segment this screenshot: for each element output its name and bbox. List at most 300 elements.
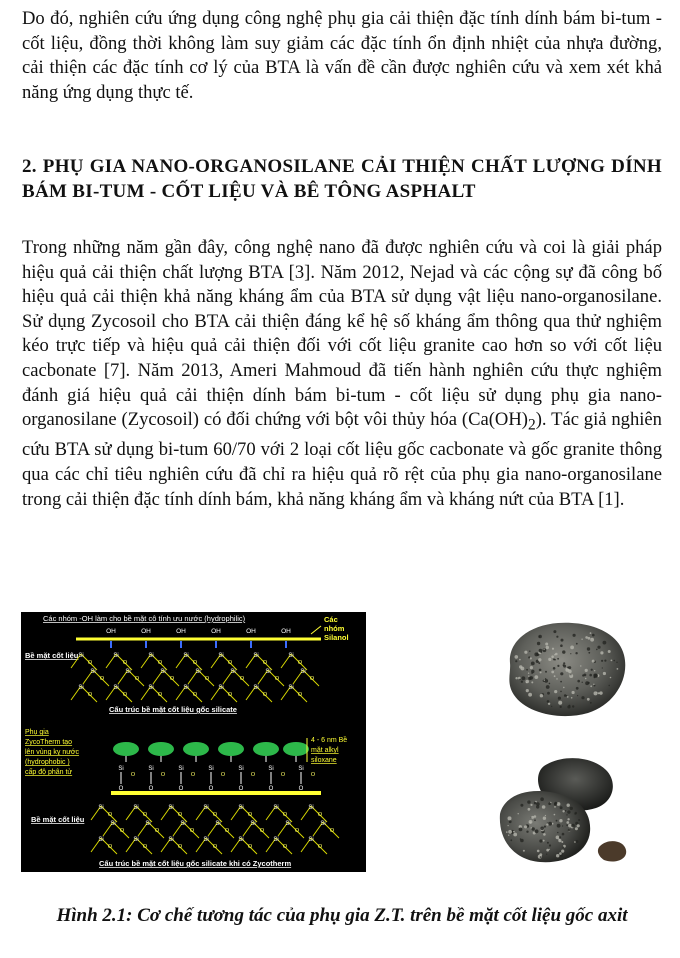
oxygen-atom: O [259,828,265,834]
rock-speckle [506,831,508,833]
alkyl-group [253,742,279,756]
silicon-atom: Si [215,821,221,827]
oxygen-atom: O [130,772,136,778]
rock-speckle [577,695,578,696]
rock-speckle [535,829,539,833]
silicon-atom: Si [180,821,186,827]
rock-speckle [561,841,563,843]
rock-speckle [560,706,562,708]
rock-speckle [534,652,538,656]
silicon-atom: Si [98,837,104,843]
rock-speckle [549,683,551,685]
rock-speckle [552,648,554,650]
oxygen-atom: O [250,772,256,778]
rock-speckle [540,671,542,673]
rock-speckle [604,660,606,662]
rock-speckle [528,693,532,697]
oxygen-atom: O [262,660,268,666]
rock-speckle [553,658,555,660]
rock-speckle [529,651,530,652]
rock-speckle [611,660,613,662]
oxygen-atom: O [169,676,175,682]
silicon-atom: Si [218,685,224,691]
rock-speckle [603,672,606,675]
oxygen-atom: O [148,786,154,792]
silicon-atom: Si [118,766,124,772]
rock-speckle [526,682,527,683]
oxygen-atom: O [87,692,93,698]
rock-speckle [546,685,550,689]
rock-speckle [543,817,546,820]
rock-speckle [608,650,611,653]
rock-speckle [599,691,602,694]
rock-speckle [563,687,565,689]
rock-speckle [590,638,594,642]
silicon-atom: Si [148,685,154,691]
rock-speckle [600,651,603,654]
oh-group: OH [141,628,151,635]
rock-speckle [526,669,528,671]
rock-speckle [591,669,593,671]
rock-speckle [519,679,520,680]
silicon-atom: Si [203,805,209,811]
rock-speckle [540,694,543,697]
rock-speckle [537,642,540,645]
silicon-atom: Si [145,821,151,827]
oxygen-atom: O [87,660,93,666]
silicon-atom: Si [273,837,279,843]
silicon-atom: Si [300,669,306,675]
rock-speckle [557,832,558,833]
rock-speckle [568,670,572,674]
rock-speckle [540,827,544,831]
rock-speckle [532,827,535,830]
rock-speckle [546,854,547,855]
rock-speckle [554,806,556,808]
alkyl-group [183,742,209,756]
silicon-atom: Si [238,805,244,811]
silanol-label-1: Các [324,615,338,624]
rock-speckle [597,646,600,649]
rock-speckle [553,667,556,670]
rock-speckle [570,646,574,650]
silicon-atom: Si [133,837,139,843]
silicon-atom: Si [298,766,304,772]
rock-speckle [585,681,589,685]
silicate-lattice-top [71,653,319,702]
silicon-atom: Si [90,669,96,675]
rock-speckle [546,646,549,649]
rock-speckle [530,666,533,669]
rock-speckle [554,675,556,677]
paragraph-nano-organosilane [22,236,662,512]
rock-speckle [587,698,590,701]
alkyl-label-1: 4 - 6 nm Bề [311,737,348,744]
rock-speckle [549,844,551,846]
rock-speckle [544,680,545,681]
silicon-atom: Si [273,805,279,811]
paragraph-text-part-2: ). Tác giả nghiên cứu BTA sử dụng bi-tum 60/70 với 2 loại cốt liệu gốc cacbonate và gốc granite thông qua các chỉ tiêu nghiên cứu đã chỉ ra hiệu quả rõ rệt của phụ gia nano-organosilane trong cải thiện đặc tính dính bám, khả năng kháng ẩm và kháng nứt của BTA [1]. [22,409,662,510]
rock-speckle [571,697,573,699]
rock-speckle [582,682,583,683]
rock-speckle [571,824,575,828]
rock-speckle [538,662,540,664]
rock-speckle [594,691,598,695]
rock-speckle [528,677,531,680]
rock-speckle [559,836,561,838]
rock-speckle [602,667,603,668]
oxygen-atom: O [329,828,335,834]
rock-speckle [540,856,542,858]
rock-speckle [537,850,540,853]
silicon-atom: Si [320,821,326,827]
alkyl-group [283,742,309,756]
rock-speckle [559,852,562,855]
rock-speckle [585,678,587,680]
rock-speckle [553,630,556,633]
rock-speckle [568,666,571,669]
rock-speckle [567,810,570,813]
rock-speckle [539,839,542,842]
rock-speckle [547,700,550,703]
silicon-atom: Si [78,685,84,691]
oxygen-atom: O [142,812,148,818]
oxygen-atom: O [282,812,288,818]
silicon-atom: Si [308,805,314,811]
rock-speckle [543,840,545,842]
oxygen-atom: O [262,692,268,698]
rock-speckle [523,850,525,852]
rock-speckle [566,824,568,826]
rock-speckle [531,662,535,666]
silicate-lattice-bottom [91,805,339,854]
rock-speckle [556,636,558,638]
mechanism-diagram [21,612,366,872]
oxygen-atom: O [220,772,226,778]
rock-speckle [560,691,562,693]
rock-speckle [581,639,582,640]
silicon-atom: Si [253,685,259,691]
rock-speckle [558,839,560,841]
silicon-atom: Si [208,766,214,772]
rock-speckle [556,820,558,822]
oxygen-atom: O [190,772,196,778]
silicon-atom: Si [238,766,244,772]
rock-speckle [547,692,550,695]
aggregate-photo-bottom [496,752,646,867]
rock-speckle [596,649,598,651]
rock-speckle [547,842,549,844]
rock-speckle [587,647,590,650]
rock-speckle [524,825,527,828]
rock-speckle [528,675,529,676]
rock-speckle [567,705,570,708]
oxygen-atom: O [99,676,105,682]
oxygen-atom: O [280,772,286,778]
oxygen-atom: O [177,812,183,818]
rock-speckle [546,823,548,825]
oxygen-atom: O [178,786,184,792]
silanol-arrow [311,626,321,634]
rock-speckle [567,818,569,820]
oh-group: OH [176,628,186,635]
rock-speckle [534,802,537,805]
rock-speckle [531,672,533,674]
rock-speckle [575,827,578,830]
oxygen-atom: O [274,676,280,682]
alkyl-label-3: siloxane [311,757,337,764]
rock-speckle [558,697,561,700]
rock-speckle [560,672,563,675]
rock-speckle [609,685,610,686]
rock-speckle [534,675,538,679]
silicon-atom: Si [230,669,236,675]
rock-speckle [521,681,523,683]
rock-speckle [527,800,530,803]
oxygen-atom: O [268,786,274,792]
oxygen-atom: O [212,812,218,818]
silicate-structure-label: Cấu trúc bề mặt cốt liệu gốc silicate [109,705,237,714]
figure-caption: Hình 2.1: Cơ chế tương tác của phụ gia Z.T. trên bề mặt cốt liệu gốc axit [56,905,628,926]
silicon-atom: Si [168,837,174,843]
rock-speckle [565,810,567,812]
rock-speckle [556,836,560,840]
rock-speckle [593,684,594,685]
oxygen-atom: O [204,676,210,682]
rock-speckle [577,824,580,827]
rock-speckle [549,849,550,850]
rock-speckle [509,820,512,823]
rock-speckle [548,822,552,826]
rock-speckle [563,665,566,668]
rock-speckle [519,665,522,668]
paragraph-text-part-1: Trong những năm gần đây, công nghệ nano đã được nghiên cứu và coi là giải pháp hiệu quả cải thiện chất lượng BTA [3]. Năm 2012, Nejad và các cộng sự đã công bố hiệu quả cải thiện khả năng kháng ẩm của BTA sử dụng vật liệu nano-organosilane. Sử dụng Zycosoil cho BTA cải thiện đáng kể hệ số kháng ẩm thông qua thử nghiệm kéo trực tiếp và hiệu quả cải thiện đối với cốt liệu granite cao hơn so với cốt liệu cacbonate [7]. Năm 2013, Ameri Mahmoud đã tiến hành nghiên cứu thực nghiệm đánh giá hiệu quả cải thiện dính bám bi-tum - cốt liệu sử dụng phụ gia nano-organosilane (Zycosoil) có đối chứng với bột vôi thủy hóa (Ca(OH) [22,237,662,431]
oxygen-atom: O [227,692,233,698]
rock-speckle [551,655,554,658]
rock-speckle [572,705,574,707]
silicon-atom: Si [183,653,189,659]
oxygen-atom: O [208,786,214,792]
additive-label-2: ZycoTherm tạo [25,739,73,746]
rock-speckle [520,804,523,807]
siloxane-bond-row [118,766,316,792]
rock-speckle [515,677,517,679]
oxygen-atom: O [310,772,316,778]
rock-speckle [548,802,551,805]
rock-speckle [584,674,587,677]
mechanism-diagram-svg [21,612,366,872]
rock-speckle [563,847,564,848]
rock-speckle [590,685,592,687]
rock-speckle [601,660,603,662]
rock-speckle [570,674,571,675]
rock-speckle [526,831,528,833]
oxygen-atom: O [317,812,323,818]
oxygen-atom: O [189,828,195,834]
rock-speckle [570,653,571,654]
silicate-zycotherm-label: Cấu trúc bề mặt cốt liệu gốc silicate khi có Zycotherm [99,859,292,868]
rock-speckle [590,632,592,634]
rock-speckle [554,690,557,693]
oxygen-atom: O [107,844,113,850]
rock-speckle [560,806,563,809]
rock-speckle [530,657,532,659]
rock-speckle [559,819,562,822]
rock-speckle [566,821,569,824]
oxygen-atom: O [224,828,230,834]
rock-speckle [594,670,595,671]
rock-speckle [557,665,559,667]
rock-speckle [518,813,519,814]
rock-speckle [530,804,532,806]
alkyl-group [148,742,174,756]
rock-speckle [508,835,509,836]
rock-speckle [515,660,517,662]
silicon-atom: Si [308,837,314,843]
silicon-atom: Si [113,653,119,659]
rock-speckle [510,839,512,841]
rock-speckle [554,814,556,816]
rock-speckle [539,649,543,653]
rock-speckle [578,819,580,821]
rock-speckle [561,639,564,642]
rock-speckle [536,802,540,806]
rock-speckle [545,671,547,673]
rock-speckle [556,854,559,857]
rock-speckle [554,654,556,656]
rock-speckle [576,643,578,645]
oxygen-atom: O [134,676,140,682]
rock-speckle [529,820,533,824]
rock-speckle [592,634,595,637]
oxygen-atom: O [212,844,218,850]
rock-speckle [560,644,563,647]
rock-speckle [576,687,579,690]
rock-speckle [593,674,597,678]
silicon-atom: Si [178,766,184,772]
rock-speckle [554,802,557,805]
oxygen-atom: O [247,812,253,818]
paragraph-intro: Do đó, nghiên cứu ứng dụng công nghệ phụ gia cải thiện đặc tính dính bám bi-tum - cốt liệu, đồng thời không làm suy giảm các đặc tính ổn định nhiệt của nhựa đường, cải thiện các đặc tính cơ lý của BTA là vấn đề cần được nghiên cứu và xem xét khả năng ứng dụng thực tế. [22,8,662,103]
silicon-atom: Si [78,653,84,659]
oxygen-atom: O [227,660,233,666]
rock-speckle [562,833,565,836]
oxygen-atom: O [154,828,160,834]
aggregate-photo-top [496,613,636,723]
rock-speckle [592,660,595,663]
rock-speckle [508,830,512,834]
rock-speckle [531,681,533,683]
rock-speckle [589,674,592,677]
rock-speckle [567,804,570,807]
rock-speckle [585,669,588,672]
rock-speckle [543,833,546,836]
silicon-atom: Si [203,837,209,843]
silicon-atom: Si [265,669,271,675]
alkyl-group-row [113,742,309,762]
rock-speckle [520,839,524,843]
silicon-atom: Si [253,653,259,659]
rock-speckle [562,810,564,812]
rock-speckle [524,651,527,654]
additive-label-4: (hydrophobic ) [25,759,70,766]
oxygen-atom: O [247,844,253,850]
oxygen-atom: O [297,660,303,666]
rock-speckle [590,702,592,704]
rock-speckle [575,652,577,654]
additive-label-1: Phụ gia [25,729,49,736]
rock-speckle [560,681,562,683]
rock-speckle [577,680,580,683]
rock-speckle [508,816,512,820]
rock-speckle [542,805,546,809]
alkyl-label-2: mặt alkyl [311,747,339,754]
rock-speckle [572,691,575,694]
rock-speckle [576,840,579,843]
rock-speckle [588,637,591,640]
section-heading: 2. PHỤ GIA NANO-ORGANOSILANE CẢI THIỆN CHẤT LƯỢNG DÍNH BÁM BI-TUM - CỐT LIỆU VÀ BÊ TÔNG ASPHALT [22,156,662,202]
rock-speckle [562,825,563,826]
oxygen-atom: O [177,844,183,850]
rock-speckle [613,660,615,662]
silicon-atom: Si [288,685,294,691]
silicon-atom: Si [285,821,291,827]
oxygen-atom: O [309,676,315,682]
oh-group: OH [281,628,291,635]
rock-speckle [545,815,546,816]
oxygen-atom: O [119,828,125,834]
oxygen-atom: O [157,660,163,666]
rock-speckle [508,825,509,826]
additive-label-3: lên vùng kỵ nước [25,749,80,756]
rock-speckle [562,650,565,653]
oxygen-atom: O [160,772,166,778]
rock-speckle [539,669,542,672]
alkyl-group [218,742,244,756]
oh-group: OH [211,628,221,635]
oxygen-atom: O [192,692,198,698]
rock-speckle [617,668,619,670]
oxygen-atom: O [239,676,245,682]
silicon-atom: Si [250,821,256,827]
silicon-atom: Si [98,805,104,811]
rock-speckle [574,813,576,815]
rock-speckle [566,814,567,815]
rock-speckle [539,636,541,638]
rock-speckle [557,824,561,828]
rock-speckle [519,828,523,832]
rock-speckle [544,679,548,683]
oxygen-atom: O [282,844,288,850]
silicon-atom: Si [268,766,274,772]
rock-speckle [522,676,526,680]
rock-speckle [568,829,571,832]
oxygen-atom: O [157,692,163,698]
additive-label-5: cấp độ phân tử [25,769,73,776]
oxygen-atom: O [297,692,303,698]
rock-speckle [545,643,548,646]
rock-speckle [534,819,536,821]
silicon-atom: Si [160,669,166,675]
aggregate-surface-label: Bề mặt cốt liệu [25,651,79,660]
rock-speckle [573,634,576,637]
oh-group: OH [246,628,256,635]
rock-speckle [528,808,531,811]
rock-speckle [570,807,573,810]
silanol-label-3: Silanol [324,633,349,642]
rock-speckle [540,797,544,801]
rock-speckle [603,641,607,645]
